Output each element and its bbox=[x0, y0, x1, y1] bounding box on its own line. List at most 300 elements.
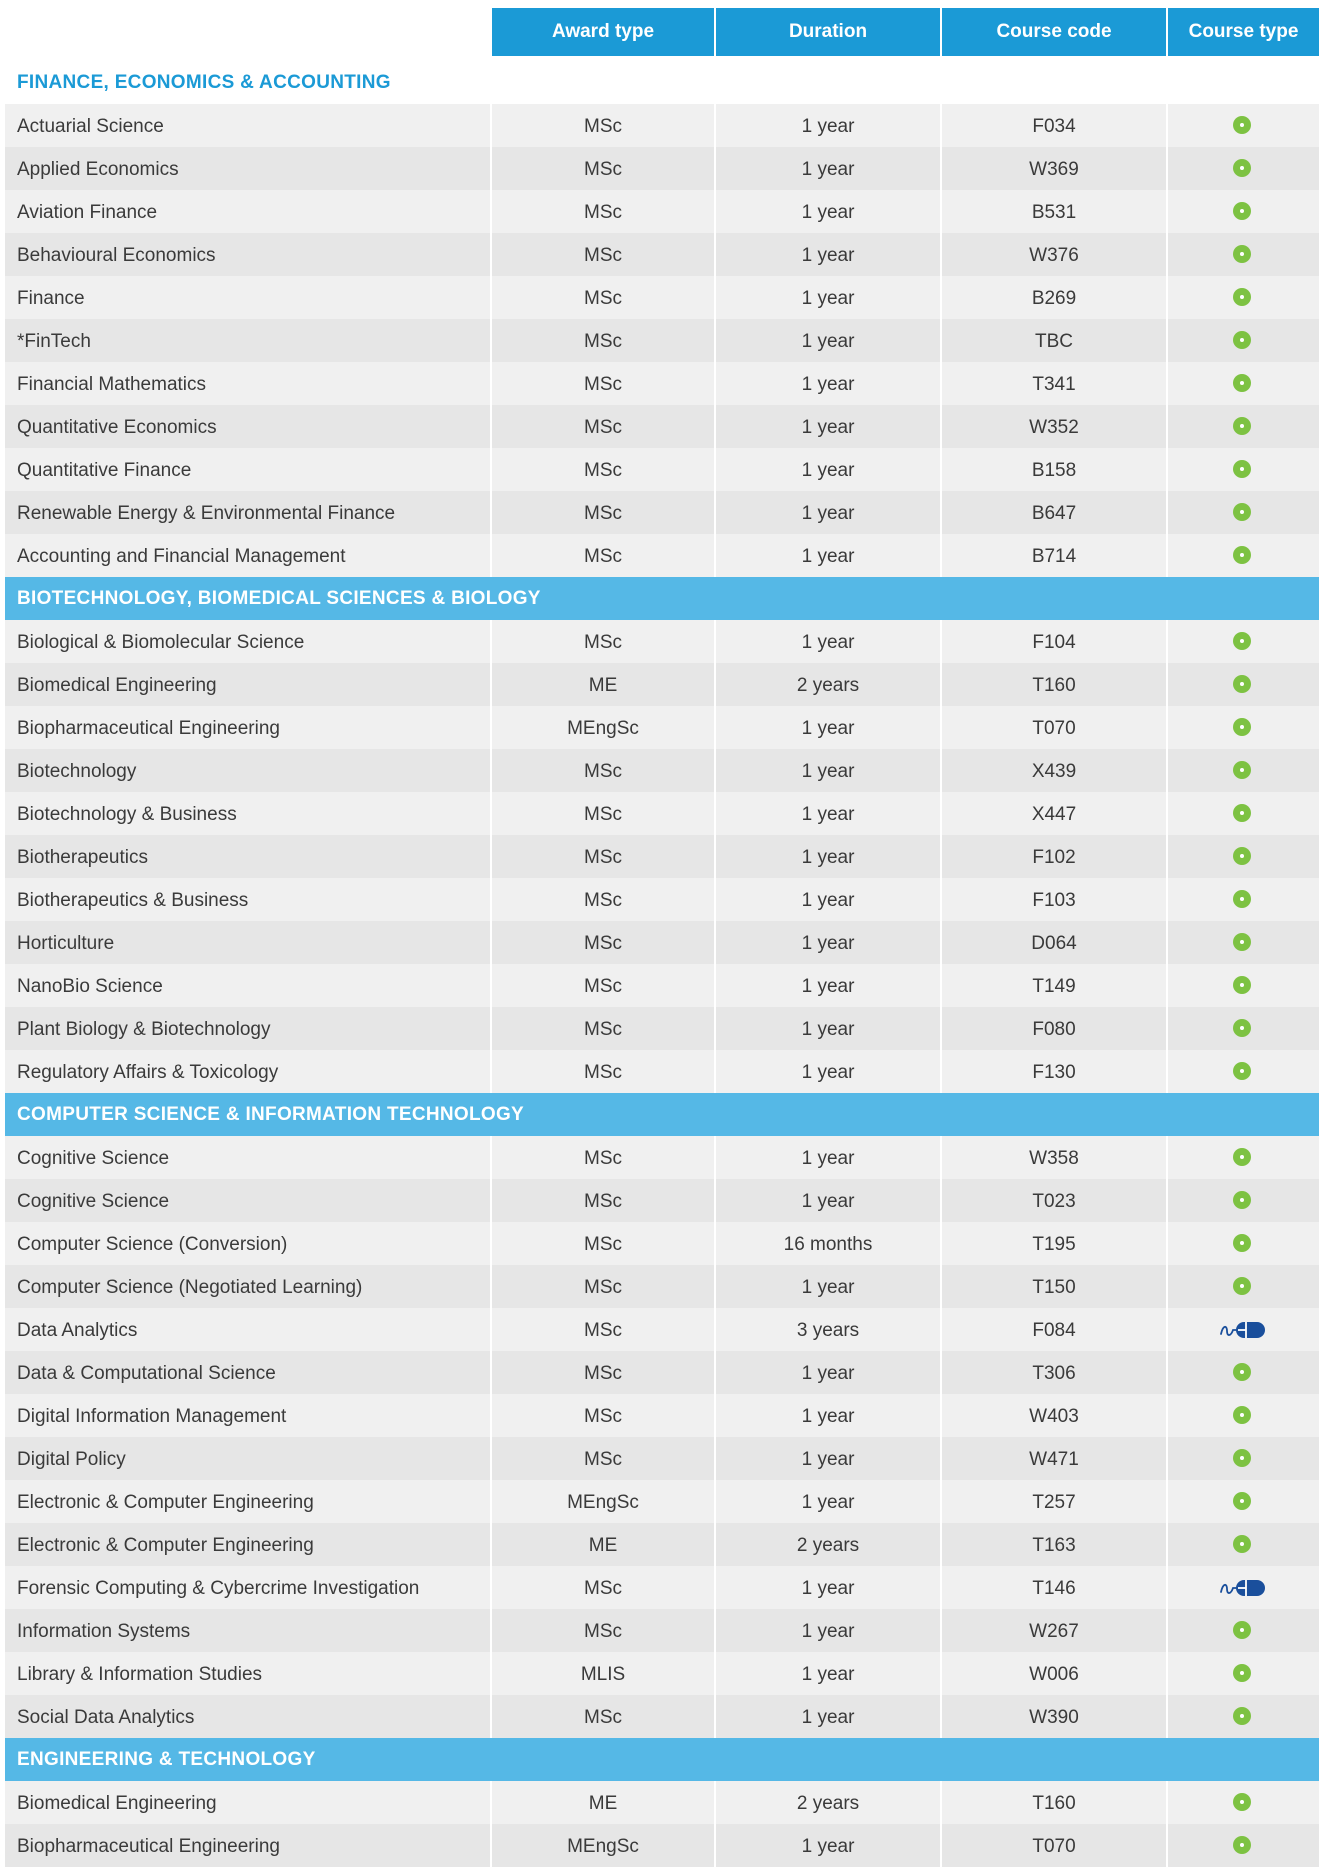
course-code: F084 bbox=[1032, 1320, 1076, 1341]
course-row bbox=[5, 1007, 1319, 1050]
award-type: MSc bbox=[584, 632, 622, 653]
green-dot-icon bbox=[1233, 159, 1251, 177]
column-divider bbox=[714, 1007, 716, 1050]
course-name: Plant Biology & Biotechnology bbox=[17, 1019, 271, 1040]
column-divider bbox=[490, 1394, 492, 1437]
course-duration: 1 year bbox=[801, 331, 855, 352]
course-name: Electronic & Computer Engineering bbox=[17, 1492, 314, 1513]
column-divider bbox=[714, 1437, 716, 1480]
award-type: MEngSc bbox=[567, 718, 639, 739]
column-divider bbox=[940, 1652, 942, 1695]
course-code: D064 bbox=[1031, 933, 1077, 954]
course-type-cell bbox=[1168, 1050, 1319, 1093]
green-dot-icon bbox=[1233, 288, 1251, 306]
course-duration: 1 year bbox=[801, 288, 855, 309]
course-duration: 2 years bbox=[796, 1793, 860, 1814]
award-type: MEngSc bbox=[567, 1836, 639, 1857]
column-divider bbox=[490, 104, 492, 147]
award-type: MSc bbox=[584, 1406, 622, 1427]
column-divider bbox=[490, 878, 492, 921]
column-divider bbox=[490, 1007, 492, 1050]
course-row bbox=[5, 1652, 1319, 1695]
course-code: W369 bbox=[1029, 159, 1079, 180]
column-divider bbox=[940, 147, 942, 190]
course-row bbox=[5, 1351, 1319, 1394]
course-code: B647 bbox=[1031, 503, 1077, 524]
award-type: ME bbox=[588, 1535, 618, 1556]
column-divider bbox=[490, 921, 492, 964]
award-type: MSc bbox=[584, 503, 622, 524]
course-code: W267 bbox=[1029, 1621, 1079, 1642]
column-divider bbox=[490, 706, 492, 749]
column-divider bbox=[714, 1136, 716, 1179]
course-name: Data & Computational Science bbox=[17, 1363, 276, 1384]
course-name: Quantitative Economics bbox=[17, 417, 217, 438]
column-divider bbox=[714, 405, 716, 448]
column-divider bbox=[490, 1179, 492, 1222]
mouse-icon bbox=[1219, 1577, 1267, 1599]
course-duration: 1 year bbox=[801, 1148, 855, 1169]
course-row bbox=[5, 1179, 1319, 1222]
column-divider bbox=[940, 1566, 942, 1609]
column-divider bbox=[714, 835, 716, 878]
course-code: F130 bbox=[1032, 1062, 1076, 1083]
course-type-cell bbox=[1168, 1265, 1319, 1308]
course-name: Biopharmaceutical Engineering bbox=[17, 1836, 280, 1857]
course-type-cell bbox=[1168, 878, 1319, 921]
column-divider bbox=[714, 1050, 716, 1093]
column-divider bbox=[940, 792, 942, 835]
column-divider bbox=[940, 233, 942, 276]
course-name: Renewable Energy & Environmental Finance bbox=[17, 503, 396, 524]
green-dot-icon bbox=[1233, 1492, 1251, 1510]
green-dot-icon bbox=[1233, 718, 1251, 736]
course-type-cell bbox=[1168, 706, 1319, 749]
column-divider bbox=[490, 1523, 492, 1566]
course-code: W376 bbox=[1029, 245, 1079, 266]
column-divider bbox=[714, 706, 716, 749]
column-divider bbox=[490, 190, 492, 233]
course-type-cell bbox=[1168, 319, 1319, 362]
course-name: Biotherapeutics & Business bbox=[17, 890, 249, 911]
course-code: X439 bbox=[1031, 761, 1077, 782]
mouse-icon bbox=[1219, 1319, 1267, 1341]
green-dot-icon bbox=[1233, 417, 1251, 435]
award-type: MEngSc bbox=[567, 1492, 639, 1513]
column-divider bbox=[714, 1179, 716, 1222]
course-duration: 1 year bbox=[801, 1492, 855, 1513]
course-row bbox=[5, 1437, 1319, 1480]
green-dot-icon bbox=[1233, 202, 1251, 220]
course-type-cell bbox=[1168, 276, 1319, 319]
column-header-row bbox=[492, 8, 1319, 56]
section-title: COMPUTER SCIENCE & INFORMATION TECHNOLOGY bbox=[5, 1093, 1319, 1136]
column-divider bbox=[940, 1609, 942, 1652]
column-divider bbox=[940, 663, 942, 706]
course-type-cell bbox=[1168, 964, 1319, 1007]
column-divider bbox=[714, 448, 716, 491]
course-name: Biotechnology bbox=[17, 761, 137, 782]
column-divider bbox=[714, 663, 716, 706]
course-type-cell bbox=[1168, 147, 1319, 190]
green-dot-icon bbox=[1233, 1277, 1251, 1295]
course-name: Actuarial Science bbox=[17, 116, 164, 137]
course-duration: 1 year bbox=[801, 245, 855, 266]
column-divider bbox=[714, 1351, 716, 1394]
award-type: MSc bbox=[584, 159, 622, 180]
course-name: Cognitive Science bbox=[17, 1148, 170, 1169]
course-type-cell bbox=[1168, 1609, 1319, 1652]
column-divider bbox=[940, 835, 942, 878]
column-divider bbox=[940, 1437, 942, 1480]
course-name: Regulatory Affairs & Toxicology bbox=[17, 1062, 279, 1083]
green-dot-icon bbox=[1233, 933, 1251, 951]
award-type: MSc bbox=[584, 288, 622, 309]
course-duration: 1 year bbox=[801, 417, 855, 438]
column-divider bbox=[940, 1265, 942, 1308]
course-duration: 1 year bbox=[801, 1019, 855, 1040]
award-type: MSc bbox=[584, 1062, 622, 1083]
column-divider bbox=[490, 964, 492, 1007]
column-divider bbox=[714, 104, 716, 147]
green-dot-icon bbox=[1233, 1707, 1251, 1725]
course-row bbox=[5, 319, 1319, 362]
course-duration: 1 year bbox=[801, 1578, 855, 1599]
column-divider bbox=[714, 1265, 716, 1308]
column-divider bbox=[940, 1050, 942, 1093]
course-duration: 1 year bbox=[801, 159, 855, 180]
column-divider bbox=[940, 1179, 942, 1222]
award-type: MSc bbox=[584, 1320, 622, 1341]
course-duration: 2 years bbox=[796, 675, 860, 696]
course-name: Quantitative Finance bbox=[17, 460, 192, 481]
column-divider bbox=[490, 1652, 492, 1695]
award-type: MSc bbox=[584, 1148, 622, 1169]
column-divider bbox=[714, 964, 716, 1007]
column-divider bbox=[490, 1351, 492, 1394]
green-dot-icon bbox=[1233, 976, 1251, 994]
column-header-duration: Duration bbox=[716, 8, 940, 56]
course-name: Financial Mathematics bbox=[17, 374, 207, 395]
column-divider bbox=[940, 190, 942, 233]
green-dot-icon bbox=[1233, 1793, 1251, 1811]
course-code: W390 bbox=[1029, 1707, 1079, 1728]
course-name: Biotherapeutics bbox=[17, 847, 148, 868]
course-type-cell bbox=[1168, 233, 1319, 276]
green-dot-icon bbox=[1233, 546, 1251, 564]
column-divider bbox=[490, 1050, 492, 1093]
column-header-award-type: Award type bbox=[492, 8, 714, 56]
column-divider bbox=[490, 620, 492, 663]
course-duration: 1 year bbox=[801, 503, 855, 524]
award-type: MSc bbox=[584, 1578, 622, 1599]
course-duration: 1 year bbox=[801, 1191, 855, 1212]
column-divider bbox=[714, 792, 716, 835]
column-divider bbox=[714, 534, 716, 577]
award-type: MSc bbox=[584, 245, 622, 266]
column-divider bbox=[714, 1609, 716, 1652]
column-divider bbox=[940, 1523, 942, 1566]
column-divider bbox=[940, 534, 942, 577]
course-row bbox=[5, 749, 1319, 792]
course-code: B714 bbox=[1031, 546, 1077, 567]
course-row bbox=[5, 921, 1319, 964]
course-name: Cognitive Science bbox=[17, 1191, 170, 1212]
course-type-cell bbox=[1168, 1179, 1319, 1222]
column-divider bbox=[490, 1136, 492, 1179]
course-row bbox=[5, 792, 1319, 835]
column-divider bbox=[940, 878, 942, 921]
award-type: MSc bbox=[584, 761, 622, 782]
course-code: W471 bbox=[1029, 1449, 1079, 1470]
course-type-cell bbox=[1168, 1437, 1319, 1480]
course-duration: 1 year bbox=[801, 847, 855, 868]
course-type-cell bbox=[1168, 1523, 1319, 1566]
course-duration: 1 year bbox=[801, 1707, 855, 1728]
course-row bbox=[5, 1781, 1319, 1824]
course-duration: 1 year bbox=[801, 976, 855, 997]
course-type-cell bbox=[1168, 1007, 1319, 1050]
green-dot-icon bbox=[1233, 1062, 1251, 1080]
green-dot-icon bbox=[1233, 890, 1251, 908]
course-row bbox=[5, 276, 1319, 319]
column-divider bbox=[940, 1394, 942, 1437]
course-duration: 1 year bbox=[801, 1621, 855, 1642]
column-divider bbox=[490, 1265, 492, 1308]
column-divider bbox=[940, 1781, 942, 1824]
column-divider bbox=[940, 448, 942, 491]
green-dot-icon bbox=[1233, 1406, 1251, 1424]
course-name: Data Analytics bbox=[17, 1320, 138, 1341]
course-name: Digital Policy bbox=[17, 1449, 126, 1470]
column-divider bbox=[490, 362, 492, 405]
course-name: Finance bbox=[17, 288, 85, 309]
award-type: MSc bbox=[584, 1019, 622, 1040]
column-divider bbox=[490, 1566, 492, 1609]
award-type: MSc bbox=[584, 331, 622, 352]
award-type: MSc bbox=[584, 1191, 622, 1212]
award-type: MSc bbox=[584, 116, 622, 137]
course-row bbox=[5, 1136, 1319, 1179]
course-name: Library & Information Studies bbox=[17, 1664, 263, 1685]
course-duration: 2 years bbox=[796, 1535, 860, 1556]
column-divider bbox=[940, 1222, 942, 1265]
course-code: W006 bbox=[1029, 1664, 1079, 1685]
course-name: Social Data Analytics bbox=[17, 1707, 195, 1728]
course-row bbox=[5, 1480, 1319, 1523]
column-divider bbox=[490, 1781, 492, 1824]
column-divider bbox=[714, 1781, 716, 1824]
column-divider bbox=[714, 921, 716, 964]
course-code: T146 bbox=[1032, 1578, 1076, 1599]
award-type: MSc bbox=[584, 374, 622, 395]
course-type-cell bbox=[1168, 663, 1319, 706]
green-dot-icon bbox=[1233, 1535, 1251, 1553]
column-divider bbox=[490, 1609, 492, 1652]
column-divider bbox=[714, 362, 716, 405]
course-code: B531 bbox=[1031, 202, 1077, 223]
section-title: BIOTECHNOLOGY, BIOMEDICAL SCIENCES & BIOLOGY bbox=[5, 577, 1319, 620]
course-name: Horticulture bbox=[17, 933, 115, 954]
course-row bbox=[5, 1523, 1319, 1566]
course-code: T070 bbox=[1032, 718, 1076, 739]
course-code: F103 bbox=[1032, 890, 1076, 911]
green-dot-icon bbox=[1233, 460, 1251, 478]
course-row bbox=[5, 878, 1319, 921]
column-divider bbox=[490, 147, 492, 190]
course-type-cell bbox=[1168, 491, 1319, 534]
course-code: B158 bbox=[1031, 460, 1077, 481]
course-duration: 1 year bbox=[801, 1363, 855, 1384]
award-type: MSc bbox=[584, 976, 622, 997]
course-name: Biomedical Engineering bbox=[17, 675, 217, 696]
course-code: F102 bbox=[1032, 847, 1076, 868]
course-row bbox=[5, 1394, 1319, 1437]
award-type: MSc bbox=[584, 1363, 622, 1384]
column-divider bbox=[490, 448, 492, 491]
course-type-cell bbox=[1168, 1652, 1319, 1695]
course-row bbox=[5, 1308, 1319, 1351]
course-code: F104 bbox=[1032, 632, 1076, 653]
course-row bbox=[5, 190, 1319, 233]
course-type-cell bbox=[1168, 1222, 1319, 1265]
green-dot-icon bbox=[1233, 116, 1251, 134]
course-row bbox=[5, 620, 1319, 663]
course-name: Behavioural Economics bbox=[17, 245, 216, 266]
column-divider bbox=[940, 1007, 942, 1050]
column-divider bbox=[714, 1222, 716, 1265]
column-divider bbox=[940, 491, 942, 534]
column-divider bbox=[490, 319, 492, 362]
column-divider bbox=[490, 1222, 492, 1265]
course-type-cell bbox=[1168, 835, 1319, 878]
column-divider bbox=[940, 1695, 942, 1738]
green-dot-icon bbox=[1233, 1191, 1251, 1209]
course-name: Biopharmaceutical Engineering bbox=[17, 718, 280, 739]
course-code: T163 bbox=[1032, 1535, 1076, 1556]
column-divider bbox=[940, 964, 942, 1007]
column-divider bbox=[714, 190, 716, 233]
course-code: W358 bbox=[1029, 1148, 1079, 1169]
column-divider bbox=[940, 319, 942, 362]
course-code: W403 bbox=[1029, 1406, 1079, 1427]
course-code: T160 bbox=[1032, 1793, 1076, 1814]
course-name: Electronic & Computer Engineering bbox=[17, 1535, 314, 1556]
column-divider bbox=[714, 878, 716, 921]
course-duration: 1 year bbox=[801, 632, 855, 653]
award-type: MSc bbox=[584, 1277, 622, 1298]
column-divider bbox=[714, 1480, 716, 1523]
course-row bbox=[5, 104, 1319, 147]
course-type-cell bbox=[1168, 534, 1319, 577]
course-name: Biomedical Engineering bbox=[17, 1793, 217, 1814]
column-divider bbox=[714, 491, 716, 534]
course-type-cell bbox=[1168, 792, 1319, 835]
course-duration: 1 year bbox=[801, 1277, 855, 1298]
course-row bbox=[5, 362, 1319, 405]
award-type: MSc bbox=[584, 202, 622, 223]
green-dot-icon bbox=[1233, 1234, 1251, 1252]
column-divider bbox=[940, 1351, 942, 1394]
course-type-cell bbox=[1168, 1781, 1319, 1824]
course-row bbox=[5, 835, 1319, 878]
green-dot-icon bbox=[1233, 331, 1251, 349]
course-name: Biological & Biomolecular Science bbox=[17, 632, 305, 653]
award-type: ME bbox=[588, 1793, 618, 1814]
course-list bbox=[5, 61, 1319, 1867]
column-divider bbox=[490, 534, 492, 577]
course-duration: 1 year bbox=[801, 804, 855, 825]
course-row bbox=[5, 147, 1319, 190]
award-type: MSc bbox=[584, 1449, 622, 1470]
course-row bbox=[5, 1265, 1319, 1308]
green-dot-icon bbox=[1233, 245, 1251, 263]
course-code: TBC bbox=[1035, 331, 1073, 352]
green-dot-icon bbox=[1233, 1836, 1251, 1854]
column-divider bbox=[940, 1480, 942, 1523]
award-type: MSc bbox=[584, 546, 622, 567]
course-name: Information Systems bbox=[17, 1621, 191, 1642]
course-code: T150 bbox=[1032, 1277, 1076, 1298]
award-type: MLIS bbox=[580, 1664, 626, 1685]
green-dot-icon bbox=[1233, 1148, 1251, 1166]
column-divider bbox=[490, 1437, 492, 1480]
column-divider bbox=[714, 1523, 716, 1566]
column-divider bbox=[490, 835, 492, 878]
course-duration: 1 year bbox=[801, 1664, 855, 1685]
course-type-cell bbox=[1168, 749, 1319, 792]
column-divider bbox=[714, 749, 716, 792]
column-header-course-type: Course type bbox=[1168, 8, 1319, 56]
column-divider bbox=[714, 276, 716, 319]
course-row bbox=[5, 706, 1319, 749]
column-divider bbox=[714, 147, 716, 190]
course-type-cell bbox=[1168, 362, 1319, 405]
green-dot-icon bbox=[1233, 675, 1251, 693]
course-duration: 1 year bbox=[801, 761, 855, 782]
course-code: F034 bbox=[1032, 116, 1076, 137]
column-divider bbox=[490, 1695, 492, 1738]
course-duration: 1 year bbox=[801, 933, 855, 954]
column-divider bbox=[940, 620, 942, 663]
award-type: MSc bbox=[584, 933, 622, 954]
column-divider bbox=[940, 706, 942, 749]
course-code: T306 bbox=[1032, 1363, 1076, 1384]
column-divider bbox=[490, 1480, 492, 1523]
course-code: T257 bbox=[1032, 1492, 1076, 1513]
course-name: Computer Science (Negotiated Learning) bbox=[17, 1277, 363, 1298]
green-dot-icon bbox=[1233, 374, 1251, 392]
award-type: MSc bbox=[584, 417, 622, 438]
course-type-cell bbox=[1168, 1695, 1319, 1738]
column-divider bbox=[490, 276, 492, 319]
course-type-cell bbox=[1168, 620, 1319, 663]
course-name: Aviation Finance bbox=[17, 202, 158, 223]
course-name: Applied Economics bbox=[17, 159, 179, 180]
course-duration: 1 year bbox=[801, 890, 855, 911]
course-duration: 1 year bbox=[801, 202, 855, 223]
course-duration: 1 year bbox=[801, 1449, 855, 1470]
course-name: Computer Science (Conversion) bbox=[17, 1234, 288, 1255]
column-divider bbox=[490, 792, 492, 835]
column-divider bbox=[940, 362, 942, 405]
column-divider bbox=[714, 1652, 716, 1695]
column-divider bbox=[714, 1695, 716, 1738]
award-type: MSc bbox=[584, 847, 622, 868]
green-dot-icon bbox=[1233, 1363, 1251, 1381]
column-divider bbox=[490, 233, 492, 276]
award-type: MSc bbox=[584, 1707, 622, 1728]
